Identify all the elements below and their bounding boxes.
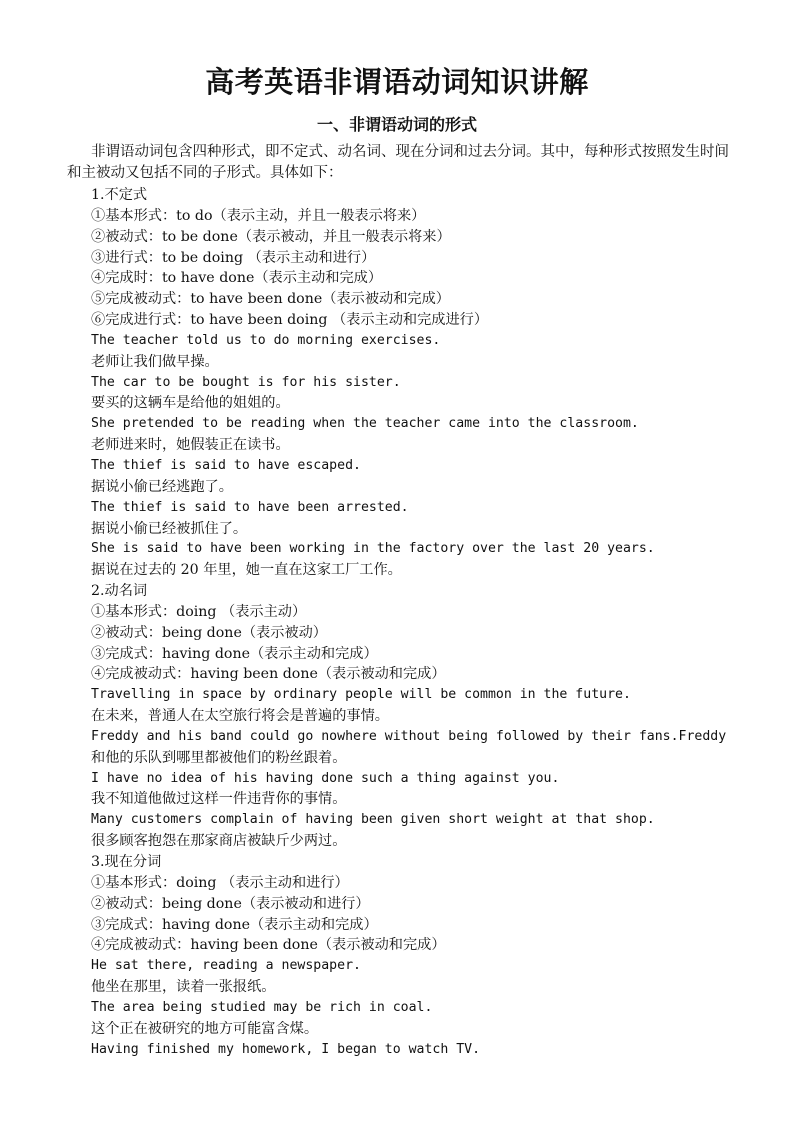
text-line: 要买的这辆车是给他的姐姐的。 (91, 395, 290, 412)
text-line: Travelling in space by ordinary people will be common in the future. (91, 687, 631, 703)
text-line: ④完成时：to have done（表示主动和完成） (91, 270, 383, 287)
text-line: ④完成被动式：having been done（表示被动和完成） (91, 937, 446, 954)
text-line: 据说小偷已经被抓住了。 (91, 520, 248, 537)
text-line: 据说在过去的 20 年里，她一直在这家工厂工作。 (91, 562, 402, 579)
text-line: ④完成被动式：having been done（表示被动和完成） (91, 666, 446, 683)
section-heading: 一、非谓语动词的形式 (316, 115, 477, 134)
text-line: 2.动名词 (91, 583, 148, 600)
text-line: 和他的乐队到哪里都被他们的粉丝跟着。 (91, 749, 347, 766)
text-line: ⑥完成进行式：to have been doing （表示主动和完成进行） (91, 312, 489, 329)
text-line: The thief is said to have been arrested. (91, 499, 409, 515)
text-line: She pretended to be reading when the teacher came into the classroom. (91, 416, 639, 432)
text-line: 1.不定式 (91, 187, 148, 203)
text-line: 老师进来时，她假装正在读书。 (91, 437, 290, 454)
text-line: 这个正在被研究的地方可能富含煤。 (91, 1020, 319, 1037)
text-line: The thief is said to have escaped. (91, 457, 361, 473)
text-line: ①基本形式：to do（表示主动，并且一般表示将来） (91, 207, 426, 224)
text-line: Many customers complain of having been given short weight at that shop. (91, 812, 655, 828)
text-line: Freddy and his band could go nowhere without being followed by their fans.Freddy (91, 728, 727, 744)
text-line: I have no idea of his having done such a thing against you. (91, 770, 560, 786)
text-line: ①基本形式：doing （表示主动和进行） (91, 874, 349, 891)
text-line: The car to be bought is for his sister. (91, 374, 401, 390)
text-line: 3.现在分词 (91, 854, 162, 870)
intro-paragraph: 非谓语动词包含四种形式，即不定式、动名词、现在分词和过去分词。其中，每种形式按照发生时间和主被动又包括不同的子形式。具体如下： (67, 144, 729, 181)
text-line: 我不知道他做过这样一件违背你的事情。 (91, 791, 347, 808)
text-line: ③进行式：to be doing （表示主动和进行） (91, 249, 376, 266)
text-line: 很多顾客抱怨在那家商店被缺斤少两过。 (91, 833, 347, 850)
text-line: ②被动式：being done（表示被动） (91, 624, 327, 641)
text-line: ⑤完成被动式：to have been done（表示被动和完成） (91, 291, 450, 308)
text-line: She is said to have been working in the factory over the last 20 years. (91, 541, 655, 557)
text-line: ③完成式：having done（表示主动和完成） (91, 916, 378, 933)
text-line: 老师让我们做早操。 (91, 353, 219, 370)
text-line: He sat there, reading a newspaper. (91, 958, 361, 974)
text-line: ②被动式：to be done（表示被动，并且一般表示将来） (91, 228, 451, 245)
text-line: The area being studied may be rich in coal. (91, 999, 433, 1015)
text-line: ③完成式：having done（表示主动和完成） (91, 645, 378, 662)
document-title: 高考英语非谓语动词知识讲解 (205, 65, 589, 99)
text-line: ②被动式：being done（表示被动和进行） (91, 895, 370, 912)
text-line: 据说小偷已经逃跑了。 (91, 478, 233, 495)
text-line: The teacher told us to do morning exercises. (91, 332, 441, 348)
text-line: 他坐在那里，读着一张报纸。 (91, 979, 276, 996)
content-lines (91, 185, 751, 1060)
text-line: 在未来，普通人在太空旅行将会是普遍的事情。 (91, 708, 389, 725)
text-line: ①基本形式：doing （表示主动） (91, 603, 307, 620)
text-line: Having finished my homework, I began to watch TV. (91, 1041, 481, 1057)
